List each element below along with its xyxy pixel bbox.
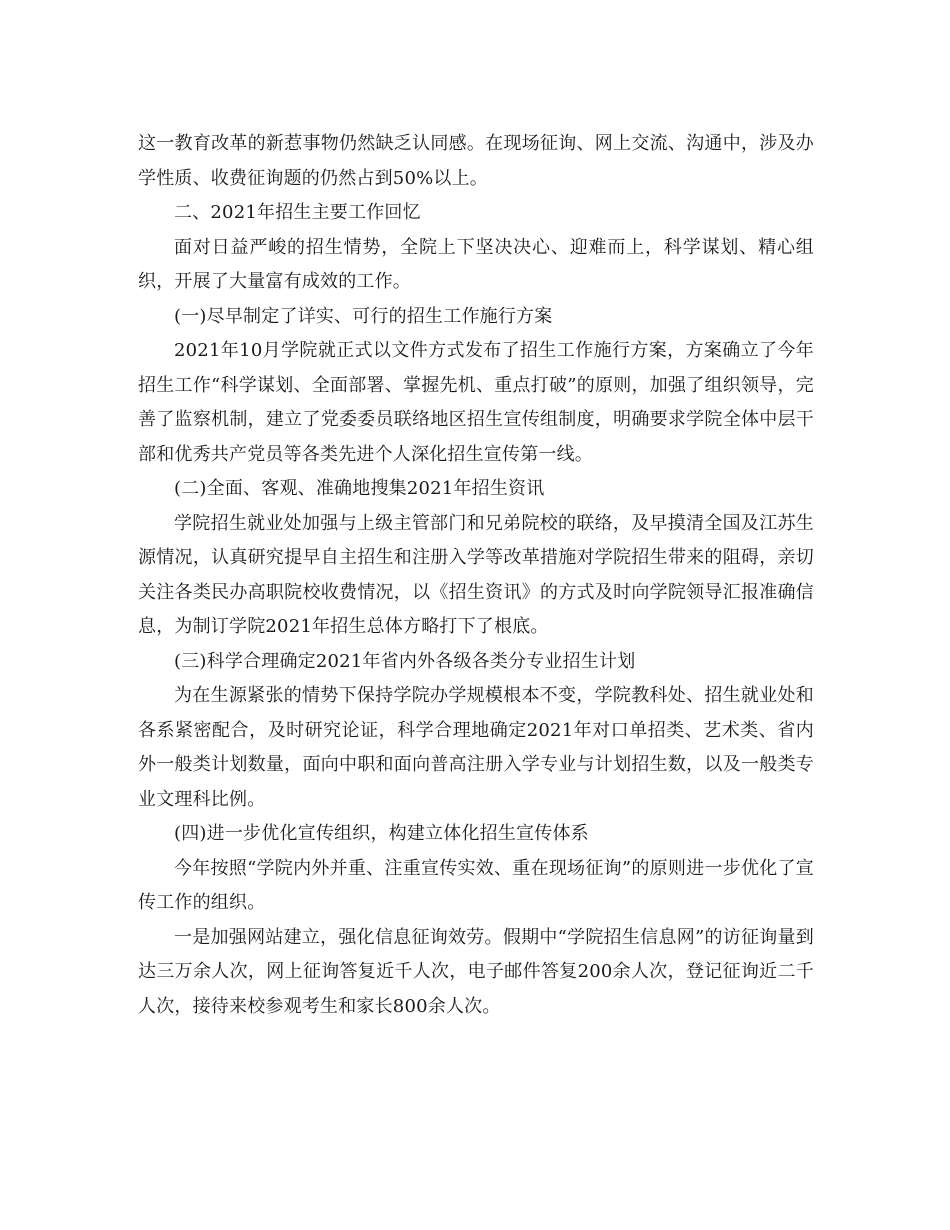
- paragraph-website: 一是加强网站建立，强化信息征询效劳。假期中“学院招生信息网”的访征询量到达三万余人次，网上征询答复近千人次，电子邮件答复200余人次，登记征询近二千人次，接待来校参观考生和家长800余人次。: [138, 926, 814, 1017]
- subheading-2: (二)全面、客观、准确地搜集2021年招生资讯: [174, 478, 545, 499]
- subheading-3: (三)科学合理确定2021年省内外各级各类分专业招生计划: [174, 650, 636, 672]
- paragraph-info: 学院招生就业处加强与上级主管部门和兄弟院校的联络，及早摸清全国及江苏生源情况，认真研究提早自主招生和注册入学等改革措施对学院招生带来的阻碍，亲切关注各类民办高职院校收费情况，以《招生资讯》的方式及时向学院领导汇报准确信息，为制订学院2021年招生总体方略打下了根底。: [138, 512, 814, 637]
- section-heading-2021-review: 二、2021年招生主要工作回忆: [174, 202, 421, 223]
- paragraph-enrollment-plan: 为在生源紧张的情势下保持学院办学规模根本不变，学院教科处、招生就业处和各系紧密配合，及时研究论证，科学合理地确定2021年对口单招类、艺术类、省内外一般类计划数量，面向中职和面向普高注册入学专业与计划招生数，以及一般类专业文理科比例。: [138, 685, 814, 810]
- paragraph-intro: 面对日益严峻的招生情势，全院上下坚决决心、迎难而上，科学谋划、精心组织，开展了大量富有成效的工作。: [138, 236, 814, 292]
- subheading-1: (一)尽早制定了详实、可行的招生工作施行方案: [174, 305, 553, 327]
- subheading-4: (四)进一步优化宣传组织，构建立体化招生宣传体系: [174, 823, 589, 844]
- paragraph-plan: 2021年10月学院就正式以文件方式发布了招生工作施行方案，方案确立了今年招生工作“科学谋划、全面部署、掌握先机、重点打破”的原则，加强了组织领导，完善了监察机制，建立了党委委员联络地区招生宣传组制度，明确要求学院全体中层干部和优秀共产党员等各类先进个人深化招生宣传第一线。: [138, 340, 814, 465]
- document-body: [138, 127, 814, 1024]
- paragraph-continued: 这一教育改革的新惹事物仍然缺乏认同感。在现场征询、网上交流、沟通中，涉及办学性质、收费征询题的仍然占到50%以上。: [138, 133, 814, 189]
- paragraph-publicity: 今年按照“学院内外并重、注重宣传实效、重在现场征询”的原则进一步优化了宣传工作的组织。: [138, 857, 814, 913]
